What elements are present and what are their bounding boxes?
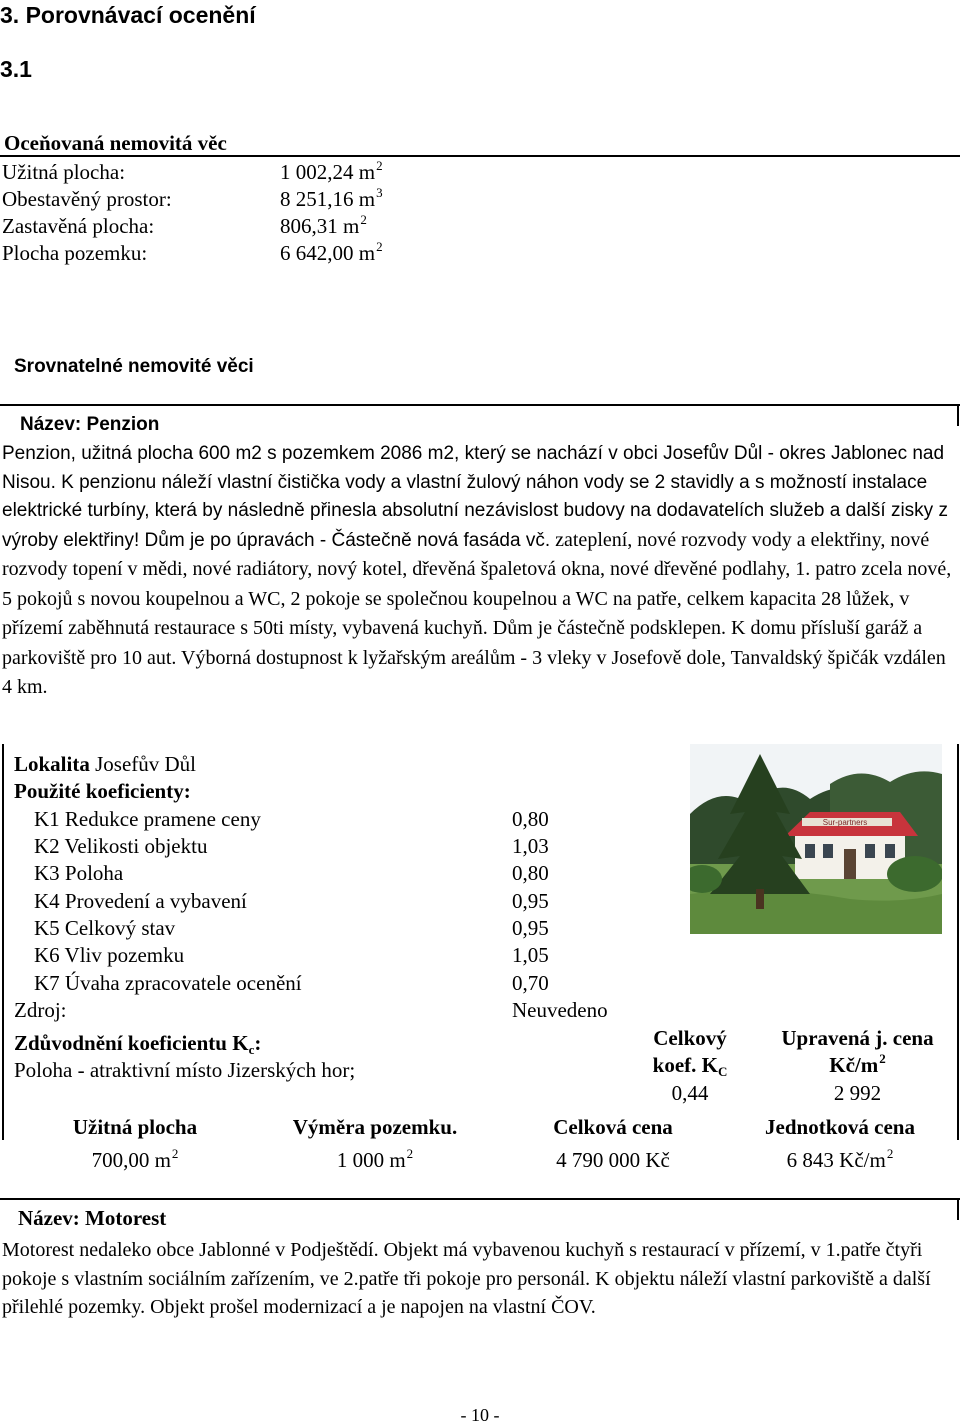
coefficients-title: Použité koeficienty: <box>14 779 191 803</box>
valued-row-label: Obestavěný prostor: <box>2 187 172 211</box>
valued-row-label: Užitná plocha: <box>2 160 126 184</box>
penzion-right-edge <box>957 404 959 426</box>
justification-text: Poloha - atraktivní místo Jizerských hor; <box>14 1058 356 1082</box>
summary-value: 1 000 $m^2$ <box>336 1146 414 1172</box>
penzion-photo-illustration <box>690 744 942 934</box>
summary-value: 4 790 000 Kč <box>556 1148 670 1172</box>
comparables-title: Srovnatelné nemovité věci <box>14 356 254 377</box>
photo-sign-text: Sur-partners <box>822 818 868 827</box>
details-left-border <box>2 744 4 1140</box>
penzion-top-rule <box>0 404 960 406</box>
coef-name: K4 Provedení a vybavení <box>34 889 247 913</box>
coef-name: K7 Úvaha zpracovatele ocenění <box>34 971 302 995</box>
details-right-border <box>957 744 959 1140</box>
summary-header: Užitná plocha <box>72 1115 198 1139</box>
coef-value: 1,05 <box>512 943 549 967</box>
coef-value: 0,95 <box>512 889 549 913</box>
adjusted-price-label: Upravená j. cena $Kč/m^2$ <box>781 1026 934 1077</box>
valued-row-value: 806,31 $m^2$ <box>280 212 367 238</box>
motorest-right-edge <box>957 1198 959 1220</box>
coef-name: K3 Poloha <box>34 861 124 885</box>
valued-title-rule <box>0 155 960 157</box>
coef-name: K5 Celkový stav <box>34 916 176 940</box>
motorest-top-rule <box>0 1198 960 1200</box>
valued-row-value: 6 642,00 $m^2$ <box>280 239 383 265</box>
justification-title: Zdůvodnění koeficientu Kc: <box>14 1031 262 1057</box>
coef-value: 0,80 <box>512 807 549 831</box>
summary-value: 6 843 $Kč/m^2$ <box>786 1146 894 1172</box>
coef-name: K2 Velikosti objektu <box>34 834 208 858</box>
lokalita-line: Lokalita Josefův Důl <box>14 752 197 776</box>
summary-header: Celková cena <box>553 1115 673 1139</box>
source-value: Neuvedeno <box>512 998 608 1022</box>
summary-header: Výměra pozemku. <box>292 1115 458 1139</box>
adjusted-price-value: 2 992 <box>833 1081 882 1105</box>
motorest-name: Název: Motorest <box>18 1206 167 1230</box>
motorest-description: Motorest nedaleko obce Jablonné v Podještědí. Objekt má vybavenou kuchyň s restaurací v přízemí, v 1.patře čtyři pokoje s vlastním sociálním zařízením, ve 2.patře tři pokoje pro personál. K objektu náleží vlastní parkoviště a další přilehlé pozemky. Objekt prošel modernizací a je napojen na vlastní ČOV. <box>2 1239 931 1318</box>
summary-value: 700,00 $m^2$ <box>91 1146 179 1172</box>
penzion-photo <box>690 744 942 934</box>
subsection-heading: 3.1 <box>0 56 32 82</box>
source-label: Zdroj: <box>14 998 67 1022</box>
valued-row-value: 8 251,16 $m^3$ <box>280 185 383 211</box>
valued-property-title: Oceňovaná nemovitá věc <box>4 131 227 155</box>
page-number: - 10 - <box>460 1405 500 1425</box>
valued-row-label: Zastavěná plocha: <box>2 214 155 238</box>
coef-name: K6 Vliv pozemku <box>34 943 185 967</box>
valued-row-label: Plocha pozemku: <box>2 241 148 265</box>
summary-header: Jednotková cena <box>765 1115 915 1139</box>
total-coef-value: 0,44 <box>671 1081 709 1105</box>
coef-value: 0,80 <box>512 861 549 885</box>
coef-value: 0,70 <box>512 971 549 995</box>
coef-name: K1 Redukce pramene ceny <box>34 807 261 831</box>
coef-value: 0,95 <box>512 916 549 940</box>
total-coef-label: Celkový koef. KC <box>652 1026 728 1079</box>
penzion-description: Penzion, užitná plocha 600 m2 s pozemkem 2086 m2, který se nachází v obci Josefův Důl - okres Jablonec nad Nisou. K penzionu náleží vlastní čistička vody a vlastní žulový náhon vody se 2 stavidly a s možností instalace elektrické turbíny, která by následně přinesla absolutní nezávislost budovy na dodavatelích služeb a další zisky z výroby elektřiny! Dům je po úpravách - Částečně nová fasáda vč. zateplení, nové rozvody vody a elektřiny, nové rozvody topení v mědi, nové radiátory, nový kotel, dřevěná špaletová okna, nové dřevěné podlahy, 1. patro zcela nové, 5 pokojů s novou koupelnou a WC, 2 pokoje se společnou koupelnou a WC na patře, celkem kapacita 28 lůžek, v přízemí zaběhnutá restaurace s 50ti místy, vybavená kuchyň. Dům je částečně podsklepen. K domu přísluší garáž a parkoviště pro 10 aut. Výborná dostupnost k lyžařským areálům - 3 vleky v Josefově dole, Tanvaldský špičák vzdálen 4 km. <box>2 443 952 698</box>
penzion-name: Název: Penzion <box>20 414 160 435</box>
coef-value: 1,03 <box>512 834 549 858</box>
valued-row-value: 1 002,24 $m^2$ <box>280 158 383 184</box>
section-heading: 3. Porovnávací ocenění <box>0 2 256 28</box>
